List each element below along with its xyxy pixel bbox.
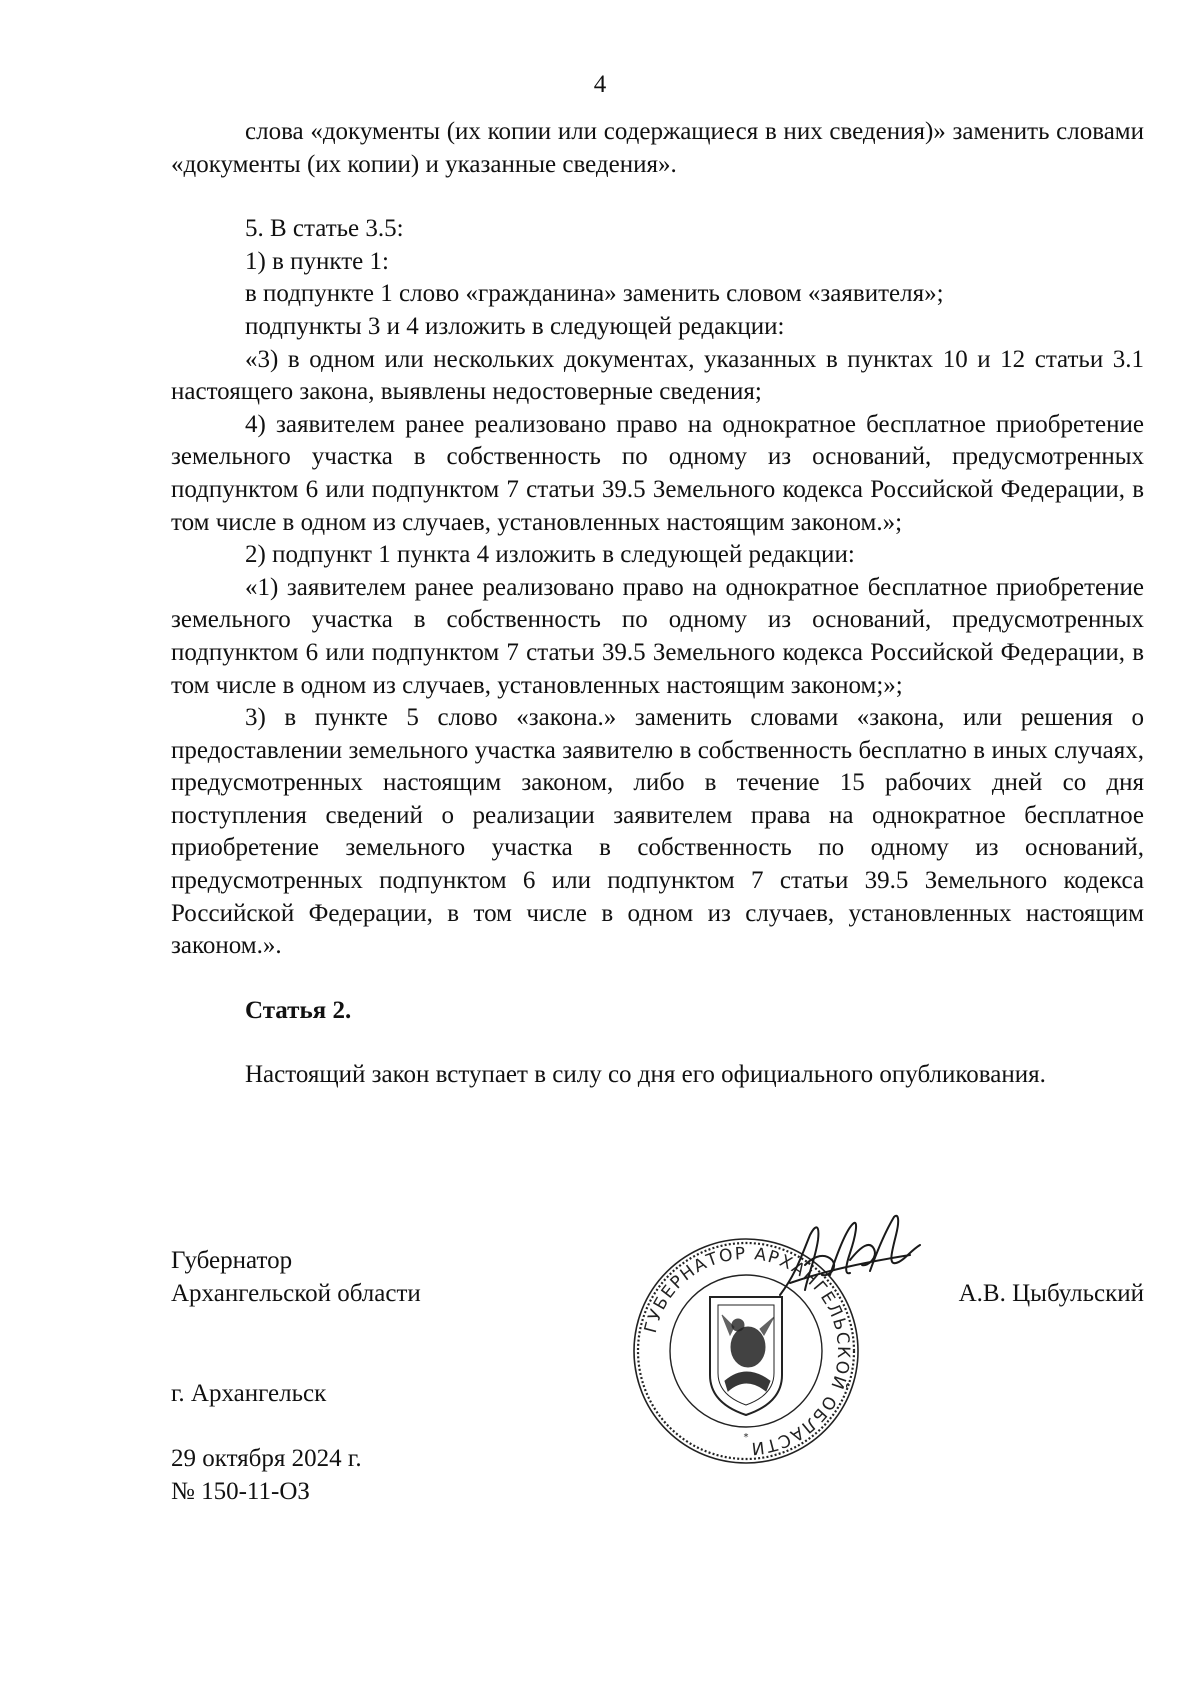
svg-text:*: *	[743, 1432, 749, 1443]
position-line-1: Губернатор	[171, 1247, 293, 1274]
law-number: № 150-11-ОЗ	[171, 1477, 310, 1505]
paragraph-subitem-2: 2) подпункт 1 пункта 4 изложить в следующей редакции:	[245, 541, 855, 569]
paragraph-replace-words: слова «документы (их копии или содержащиеся в них сведения)» заменить словами «документы (их копии) и указанные сведения».	[171, 118, 1144, 178]
paragraph-subitem-3: 3) в пункте 5 слово «закона.» заменить словами «закона, или решения о предоставлении земельного участка заявителю в собственность бесплатно в иных случаях, предусмотренных настоящим законом, либо в течение 15 рабочих дней со дня поступления сведений о реализации заявителем права на однократное бесплатное приобретение земельного участка в собственность по одному из оснований, предусмотренных подпунктом 6 или подпунктом 7 статьи 39.5 Земельного кодекса Российской Федерации, в том числе в одном из случаев, установленных настоящим законом.».	[171, 704, 1144, 960]
paragraph-entry-into-force: Настоящий закон вступает в силу со дня его официального опубликования.	[245, 1061, 1046, 1089]
signatory-position	[171, 1245, 421, 1310]
seal-text-path: ГУБЕРНАТОР АРХАНГЕЛЬСКОЙ ОБЛАСТИ	[640, 1243, 854, 1459]
paragraph-quote-3: «3) в одном или нескольких документах, указанных в пунктах 10 и 12 статьи 3.1 настоящего закона, выявлены недостоверные сведения;	[171, 345, 1144, 406]
handwritten-signature	[770, 1205, 930, 1315]
date-and-number	[171, 1443, 362, 1508]
paragraph-subitem-1: 1) в пункте 1:	[245, 247, 389, 275]
signatory-name: А.В. Цыбульский	[958, 1279, 1144, 1307]
place-of-signing: г. Архангельск	[171, 1380, 327, 1407]
document-body	[171, 116, 1144, 1092]
page-number: 4	[593, 71, 607, 98]
law-date: 29 октября 2024 г.	[171, 1445, 362, 1472]
paragraph-subclause-1: в подпункте 1 слово «гражданина» заменить словом «заявителя»;	[245, 280, 944, 308]
position-line-2: Архангельской области	[171, 1279, 421, 1307]
paragraph-item-5: 5. В статье 3.5:	[245, 215, 404, 243]
paragraph-quote-1: «1) заявителем ранее реализовано право на однократное бесплатное приобретение земельного участка в собственность по одному из оснований, предусмотренных подпунктом 6 или подпунктом 7 статьи 39.5 Земельного кодекса Российской Федерации, в том числе в одном из случаев, установленных настоящим законом;»;	[171, 573, 1144, 699]
paragraph-quote-4: 4) заявителем ранее реализовано право на однократное бесплатное приобретение земельного участка в собственность по одному из оснований, предусмотренных подпунктом 6 или подпунктом 7 статьи 39.5 Земельного кодекса Российской Федерации, в том числе в одном из случаев, установленных настоящим законом.»;	[171, 410, 1144, 536]
paragraph-subclauses-3-4: подпункты 3 и 4 изложить в следующей редакции:	[245, 312, 785, 340]
article-heading: Статья 2.	[245, 996, 352, 1024]
